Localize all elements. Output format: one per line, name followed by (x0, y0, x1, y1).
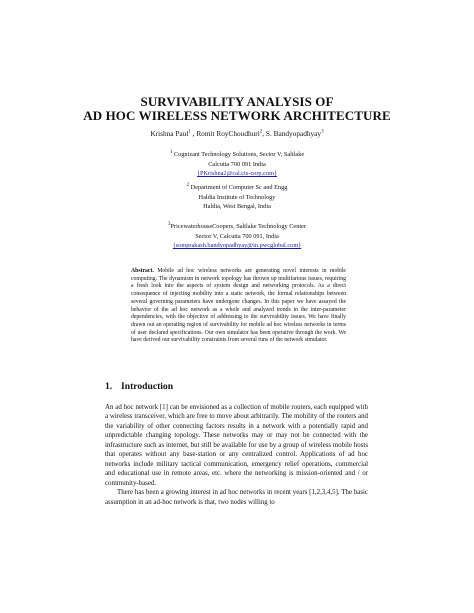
author-3-name: S. Bandyopadhyay (265, 129, 322, 138)
paper-title-line-2: AD HOC WIRELESS NETWORK ARCHITECTURE (83, 108, 391, 123)
affiliation-3-org: PricewaterhouseCoopers, Saltlake Technology Center (170, 223, 306, 230)
section-title: Introduction (121, 381, 174, 392)
paragraph: An ad hoc network [1] can be envisioned as a collection of mobile routers, each equipped with a wireless transceiver, which are free to move about arbitrarily. The mobility of the routers and the variability of other connecting factors results in a network with a potentially rapid and unpredictable changing topology. These networks may or may not be connected with the infrastructure such as internet, but still be available for use by a group of wireless mobile hosts that operates without any base-station or any centralized control. Applications of ad hoc networks include military tactical communication, emergency relief operations, commercial and educational use in remote areas, etc. where the networking is mission-oriented and / or community-based. (105, 404, 368, 487)
paper-title-line-1: SURVIVABILITY ANALYSIS OF (140, 94, 334, 109)
affiliation-3-line-1 (0, 222, 474, 232)
affiliation-3 (0, 222, 474, 251)
paragraph: There has been a growing interest in ad hoc networks in recent years [1,2,3,4,5]. The basic assumption in an ad-hoc network is that, two nodes willing to (105, 489, 368, 506)
abstract-text: Mobile ad hoc wireless networks are generating novel interests in mobile computing. The dynamism in network topology has thrown up multifarious issues, requiring a fresh look into the aspects of system design and networking protocols. As a direct consequence of injecting mobility into a static network, the formal relationships between several governing parameters have undergone changes. In this paper we have assayed the behavior of the ad hoc network as a whole and analyzed trends in the inter-parameter dependencies, with the objective of addressing to the survivability issues. We have finally drawn out an operating region of survivability for mobile ad hoc wireless networks in terms of user declared specifications. Our own simulator has been operative through the work. We have derived our survivability constraints from several runs of the network simulator. (131, 268, 346, 344)
author-2-name: Romit RoyChoudhuri (196, 129, 260, 138)
author-sep-1: , (190, 129, 197, 138)
section-number: 1. (105, 381, 113, 392)
affiliation-2-sup: 2 (186, 182, 190, 188)
affiliation-1-email-link[interactable]: {PKrishna2@cal.cts-corp.com} (196, 170, 278, 178)
affiliation-3-line-2: Sector V, Calcutta 700 091, India (195, 232, 279, 240)
affiliation-1 (0, 150, 474, 179)
abstract-label: Abstract. (131, 268, 154, 274)
affiliation-1-org: Cognizant Technology Solutions, Sector V, Saltlake (173, 151, 305, 158)
author-sep-2: , (262, 129, 266, 138)
affiliation-2-line-2: Haldia Institute of Technology (198, 193, 276, 201)
affiliation-3-email-link[interactable]: {somprakash.bandyopadhyay@in.pwcglobal.com} (172, 242, 302, 250)
author-3-sup: 3 (321, 129, 324, 135)
affiliation-1-sup: 1 (169, 149, 173, 155)
affiliation-3-sup: 3 (168, 221, 171, 227)
abstract (131, 268, 346, 345)
section-heading-introduction (105, 381, 173, 392)
introduction-body (105, 403, 368, 507)
affiliation-2-dept: Department of Computer Sc and Engg (190, 184, 288, 191)
affiliation-2 (0, 183, 474, 212)
affiliation-2-line-3: Haldia, West Bengal, India (203, 203, 271, 211)
affiliation-2-line-1 (0, 183, 474, 193)
author-1-sup: 1 (188, 129, 191, 135)
author-1-name: Krishna Paul (150, 129, 189, 138)
affiliation-1-line-1 (0, 150, 474, 160)
author-2-sup: 2 (259, 129, 263, 135)
author-list (0, 129, 474, 138)
affiliation-1-line-2: Calcutta 700 091 India (208, 160, 266, 168)
